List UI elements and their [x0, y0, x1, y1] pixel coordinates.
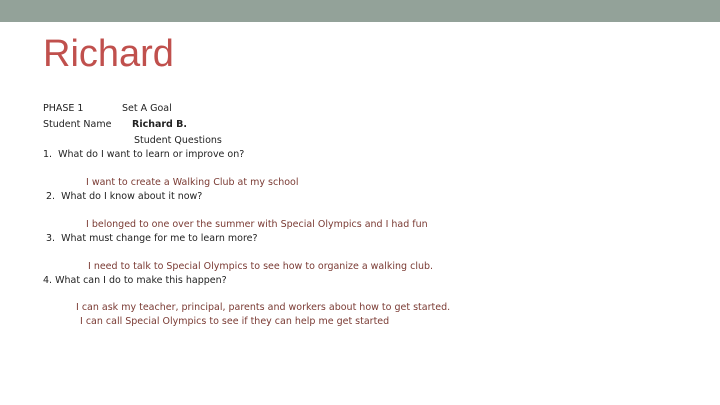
phase-goal: Set A Goal [122, 103, 172, 114]
phase-label: PHASE 1 [43, 103, 84, 114]
question-1: 1. What do I want to learn or improve on? [43, 149, 245, 160]
student-name-label: Student Name [43, 119, 112, 130]
question-2: 2. What do I know about it now? [46, 191, 203, 202]
question-4: 4. What can I do to make this happen? [43, 275, 227, 286]
answer-2: I belonged to one over the summer with Special Olympics and I had fun [86, 219, 428, 230]
student-name-value: Richard B. [132, 119, 188, 130]
answer-4b: I can call Special Olympics to see if they can help me get started [80, 316, 390, 327]
slide-title: Richard [43, 33, 174, 75]
top-accent-bar [0, 0, 720, 22]
section-heading: Student Questions [134, 135, 222, 146]
answer-4a: I can ask my teacher, principal, parents and workers about how to get started. [76, 302, 451, 313]
answer-3: I need to talk to Special Olympics to see how to organize a walking club. [88, 261, 434, 272]
answer-1: I want to create a Walking Club at my school [86, 177, 299, 188]
question-3: 3. What must change for me to learn more? [46, 233, 258, 244]
